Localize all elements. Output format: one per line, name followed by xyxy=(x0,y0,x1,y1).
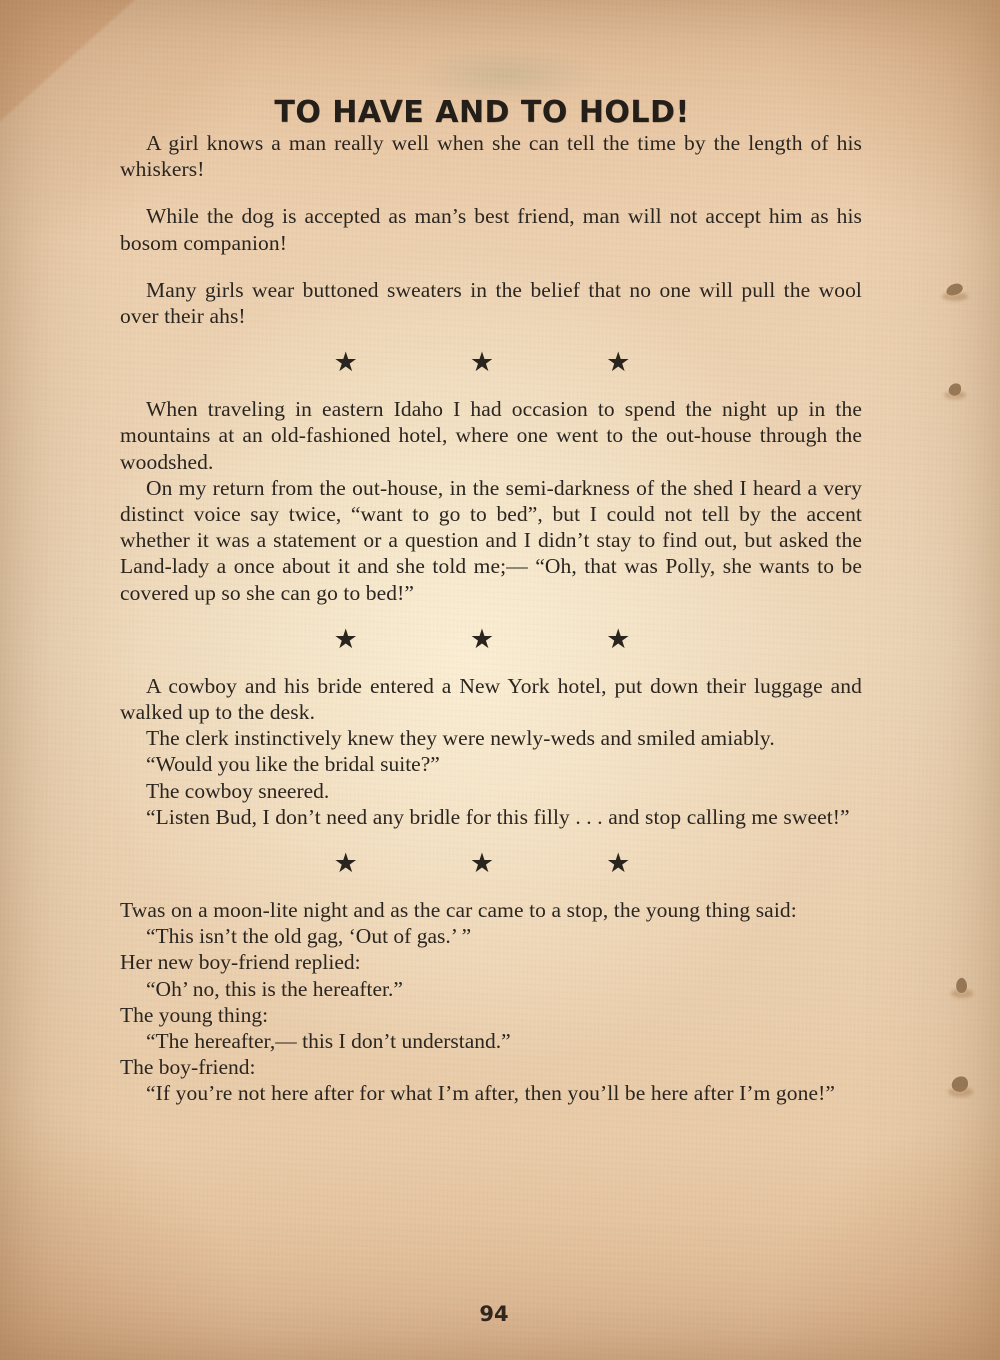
joke-cowboy-dialogue xyxy=(120,751,862,803)
joke-bosom-companion: While the dog is accepted as man’s best friend, man will not accept him as his bosom companion! xyxy=(120,204,862,255)
joke-cowboy-paragraph-1: A cowboy and his bride entered a New York hotel, put down their luggage and walked up to the desk. xyxy=(120,673,862,725)
star-icon: ★ xyxy=(469,347,495,378)
dialogue-line: “Would you like the bridal suite?” xyxy=(146,752,440,777)
paper-puncture xyxy=(950,975,980,1003)
star-icon: ★ xyxy=(606,347,631,378)
joke-whiskers: A girl knows a man really well when she can tell the time by the length of his whiskers! xyxy=(120,131,862,182)
star-divider-1 xyxy=(120,349,862,376)
star-icon: ★ xyxy=(469,848,495,879)
joke-hereafter-punchline: “If you’re not here after for what I’m after, then you’ll be here after I’m gone!” xyxy=(146,1081,836,1106)
paper-puncture xyxy=(946,1072,980,1102)
joke-idaho-paragraph-2: On my return from the out-house, in the semi-darkness of the shed I heard a very distinct voice say twice, “want to go to bed”, but I could not tell by the accent whether it was a statement or a question and I didn’t stay to find out, but asked the Land-lady a once about it and she told me;— “Oh, that was Polly, she wants to be covered up so she can go to bed!” xyxy=(120,475,862,605)
joke-cowboy-paragraph-2: The clerk instinctively knew they were newly-weds and smiled amiably. xyxy=(146,726,775,751)
star-icon: ★ xyxy=(606,623,631,654)
page-number: 94 xyxy=(479,1302,509,1326)
dialogue-line: “This isn’t the old gag, ‘Out of gas.’ ” xyxy=(146,924,472,949)
joke-buttoned-sweaters: Many girls wear buttoned sweaters in the belief that no one will pull the wool over their ahs! xyxy=(120,277,862,329)
dialogue-line: The young thing: xyxy=(120,1002,269,1027)
star-icon: ★ xyxy=(333,347,358,378)
dialogue-line: “Oh’ no, this is the hereafter.” xyxy=(146,976,403,1001)
joke-cowboy-punchline: “Listen Bud, I don’t need any bridle for this filly . . . and stop calling me sweet!” xyxy=(146,804,850,829)
star-divider-2 xyxy=(120,623,862,654)
paper-puncture xyxy=(944,378,974,404)
star-icon: ★ xyxy=(333,623,358,654)
dialogue-line: The cowboy sneered. xyxy=(146,778,330,803)
dialogue-line: “The hereafter,— this I don’t understand.” xyxy=(146,1029,511,1054)
star-icon: ★ xyxy=(333,848,358,879)
joke-idaho-paragraph-1: When traveling in eastern Idaho I had occasion to spend the night up in the mountains at an old-fashioned hotel, where one went to the out-house through the woodshed. xyxy=(120,397,862,474)
paper-puncture xyxy=(940,280,974,306)
star-divider-3 xyxy=(120,850,862,877)
page-text-column xyxy=(120,0,862,1107)
page-title: TO HAVE AND TO HOLD! xyxy=(274,95,690,130)
star-icon: ★ xyxy=(469,623,495,654)
joke-hereafter-paragraph-1: Twas on a moon-lite night and as the car came to a stop, the young thing said: xyxy=(120,898,797,923)
dialogue-line: Her new boy-friend replied: xyxy=(120,950,361,975)
star-icon: ★ xyxy=(606,848,631,879)
joke-hereafter-dialogue xyxy=(120,923,862,1080)
dialogue-line: The boy-friend: xyxy=(120,1055,256,1080)
